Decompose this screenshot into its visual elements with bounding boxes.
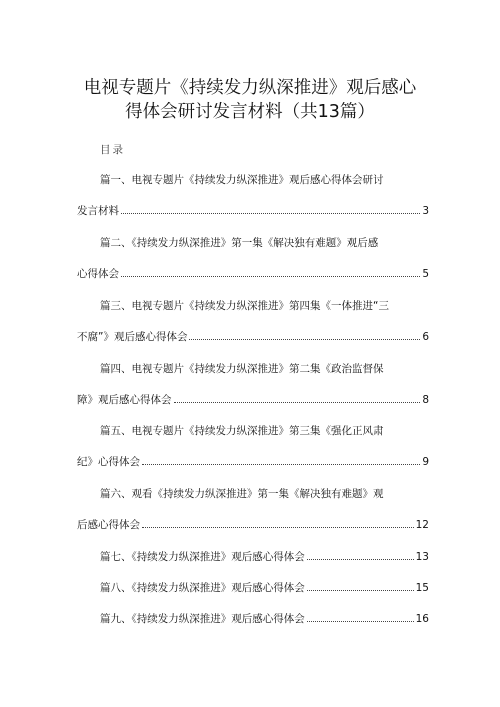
dot-leader — [142, 526, 414, 528]
toc-entry-text: 不腐”》观后感心得体会 — [77, 331, 188, 343]
toc-entry-3-line-1[interactable]: 篇三、电视专题片《持续发力纵深推进》第四集《一体推进“三 — [100, 300, 389, 312]
dot-leader — [307, 620, 414, 622]
toc-heading: 目录 — [100, 144, 125, 156]
toc-entry-text: 障》观后感心得体会 — [77, 394, 172, 406]
toc-entry-text: 后感心得体会 — [77, 519, 140, 531]
toc-entry-text: 篇八、《持续发力纵深推进》观后感心得体会 — [100, 582, 305, 594]
toc-entry-9[interactable] — [100, 612, 429, 626]
dot-leader — [307, 589, 414, 591]
dot-leader — [307, 558, 414, 560]
document-title-line-2: 得体会研讨发言材料（共13篇） — [125, 102, 375, 122]
toc-entry-6-line-1[interactable]: 篇六、观看《持续发力纵深推进》第一集《解决独有难题》观 — [100, 488, 384, 500]
toc-entry-3-line-2[interactable] — [77, 330, 429, 344]
dot-leader — [189, 338, 420, 340]
dot-leader — [142, 463, 420, 465]
toc-entry-1-line-1[interactable]: 篇一、电视专题片《持续发力纵深推进》观后感心得体会研讨 — [100, 174, 384, 186]
toc-page-number: 12 — [415, 519, 429, 531]
toc-entry-5-line-2[interactable] — [77, 455, 429, 469]
toc-entry-text: 纪》心得体会 — [77, 456, 140, 468]
toc-entry-2-line-2[interactable] — [77, 267, 429, 281]
toc-page-number: 9 — [422, 456, 429, 468]
toc-entry-7[interactable] — [100, 550, 429, 564]
toc-page-number: 13 — [415, 551, 429, 563]
dot-leader — [121, 275, 420, 277]
document-title-line-1: 电视专题片《持续发力纵深推进》观后感心 — [83, 78, 417, 98]
toc-page-number: 5 — [422, 268, 429, 280]
dot-leader — [121, 212, 420, 214]
toc-entry-4-line-1[interactable]: 篇四、电视专题片《持续发力纵深推进》第二集《政治监督保 — [100, 363, 384, 375]
toc-page-number: 15 — [415, 582, 429, 594]
toc-page-number: 16 — [415, 613, 429, 625]
toc-entry-6-line-2[interactable] — [77, 518, 429, 532]
toc-entry-8[interactable] — [100, 581, 429, 595]
toc-page-number: 8 — [422, 394, 429, 406]
toc-entry-text: 篇七、《持续发力纵深推进》观后感心得体会 — [100, 551, 305, 563]
toc-entry-4-line-2[interactable] — [77, 393, 429, 407]
dot-leader — [174, 401, 421, 403]
toc-page-number: 6 — [422, 331, 429, 343]
toc-entry-1-line-2[interactable] — [77, 204, 429, 218]
toc-entry-text: 发言材料 — [77, 205, 119, 217]
toc-entry-5-line-1[interactable]: 篇五、电视专题片《持续发力纵深推进》第三集《强化正风肃 — [100, 425, 384, 437]
toc-entry-text: 篇九、《持续发力纵深推进》观后感心得体会 — [100, 613, 305, 625]
toc-page-number: 3 — [422, 205, 429, 217]
toc-entry-text: 心得体会 — [77, 268, 119, 280]
toc-entry-2-line-1[interactable]: 篇二、《持续发力纵深推进》第一集《解决独有难题》观后感 — [100, 237, 379, 249]
